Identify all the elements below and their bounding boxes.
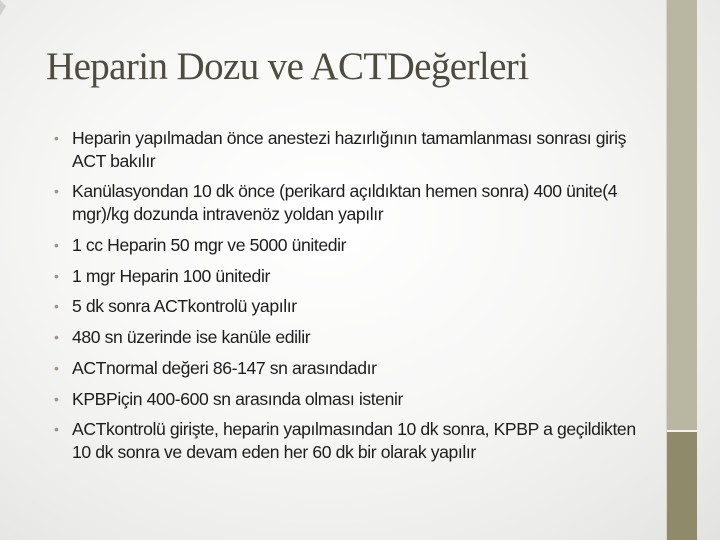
bullet-icon: • — [54, 298, 59, 315]
bullet-icon: • — [54, 183, 59, 200]
list-item-text: Kanülasyondan 10 dk önce (perikard açıldıktan hemen sonra) 400 ünite(4 mgr)/kg dozunda intravenöz yoldan yapılır — [72, 181, 618, 224]
list-item — [54, 418, 658, 463]
list-item-text: ACTnormal değeri 86-147 sn arasındadır — [72, 357, 377, 378]
bullet-icon: • — [54, 359, 59, 376]
list-item-text: 1 mgr Heparin 100 ünitedir — [72, 265, 270, 286]
list-item-text: Heparin yapılmadan önce anestezi hazırlığının tamamlanması sonrası giriş ACT bakılır — [72, 128, 627, 171]
list-item — [54, 234, 658, 257]
list-item-text: 1 cc Heparin 50 mgr ve 5000 ünitedir — [72, 234, 347, 255]
list-item-text: KPBPiçin 400-600 sn arasında olması istenir — [72, 388, 403, 409]
list-item — [54, 265, 658, 288]
list-item-text: ACTkontrolü girişte, heparin yapılmasından 10 dk sonra, KPBP a geçildikten 10 dk sonra ve devam eden her 60 dk bir olarak yapılır — [72, 419, 636, 463]
bullet-icon: • — [54, 421, 59, 438]
side-bar-lower-block — [667, 432, 697, 540]
corner-triangle-icon — [0, 0, 8, 20]
bullet-icon: • — [54, 390, 59, 407]
list-item — [54, 388, 658, 411]
list-item — [54, 127, 658, 172]
bullet-icon: • — [54, 329, 59, 346]
bullet-list — [54, 127, 658, 472]
list-item — [54, 357, 658, 380]
bullet-icon: • — [54, 130, 59, 146]
list-item — [54, 295, 658, 318]
bullet-icon: • — [54, 236, 59, 253]
list-item — [54, 180, 658, 225]
side-bar-upper-block — [667, 0, 697, 430]
list-item-text: 480 sn üzerinde ise kanüle edilir — [72, 327, 311, 348]
decorative-side-bar — [667, 0, 697, 540]
slide-title: Heparin Dozu ve ACTDeğerleri — [46, 45, 529, 88]
list-item — [54, 326, 658, 349]
list-item-text: 5 dk sonra ACTkontrolü yapılır — [72, 296, 297, 317]
bullet-icon: • — [54, 267, 59, 284]
